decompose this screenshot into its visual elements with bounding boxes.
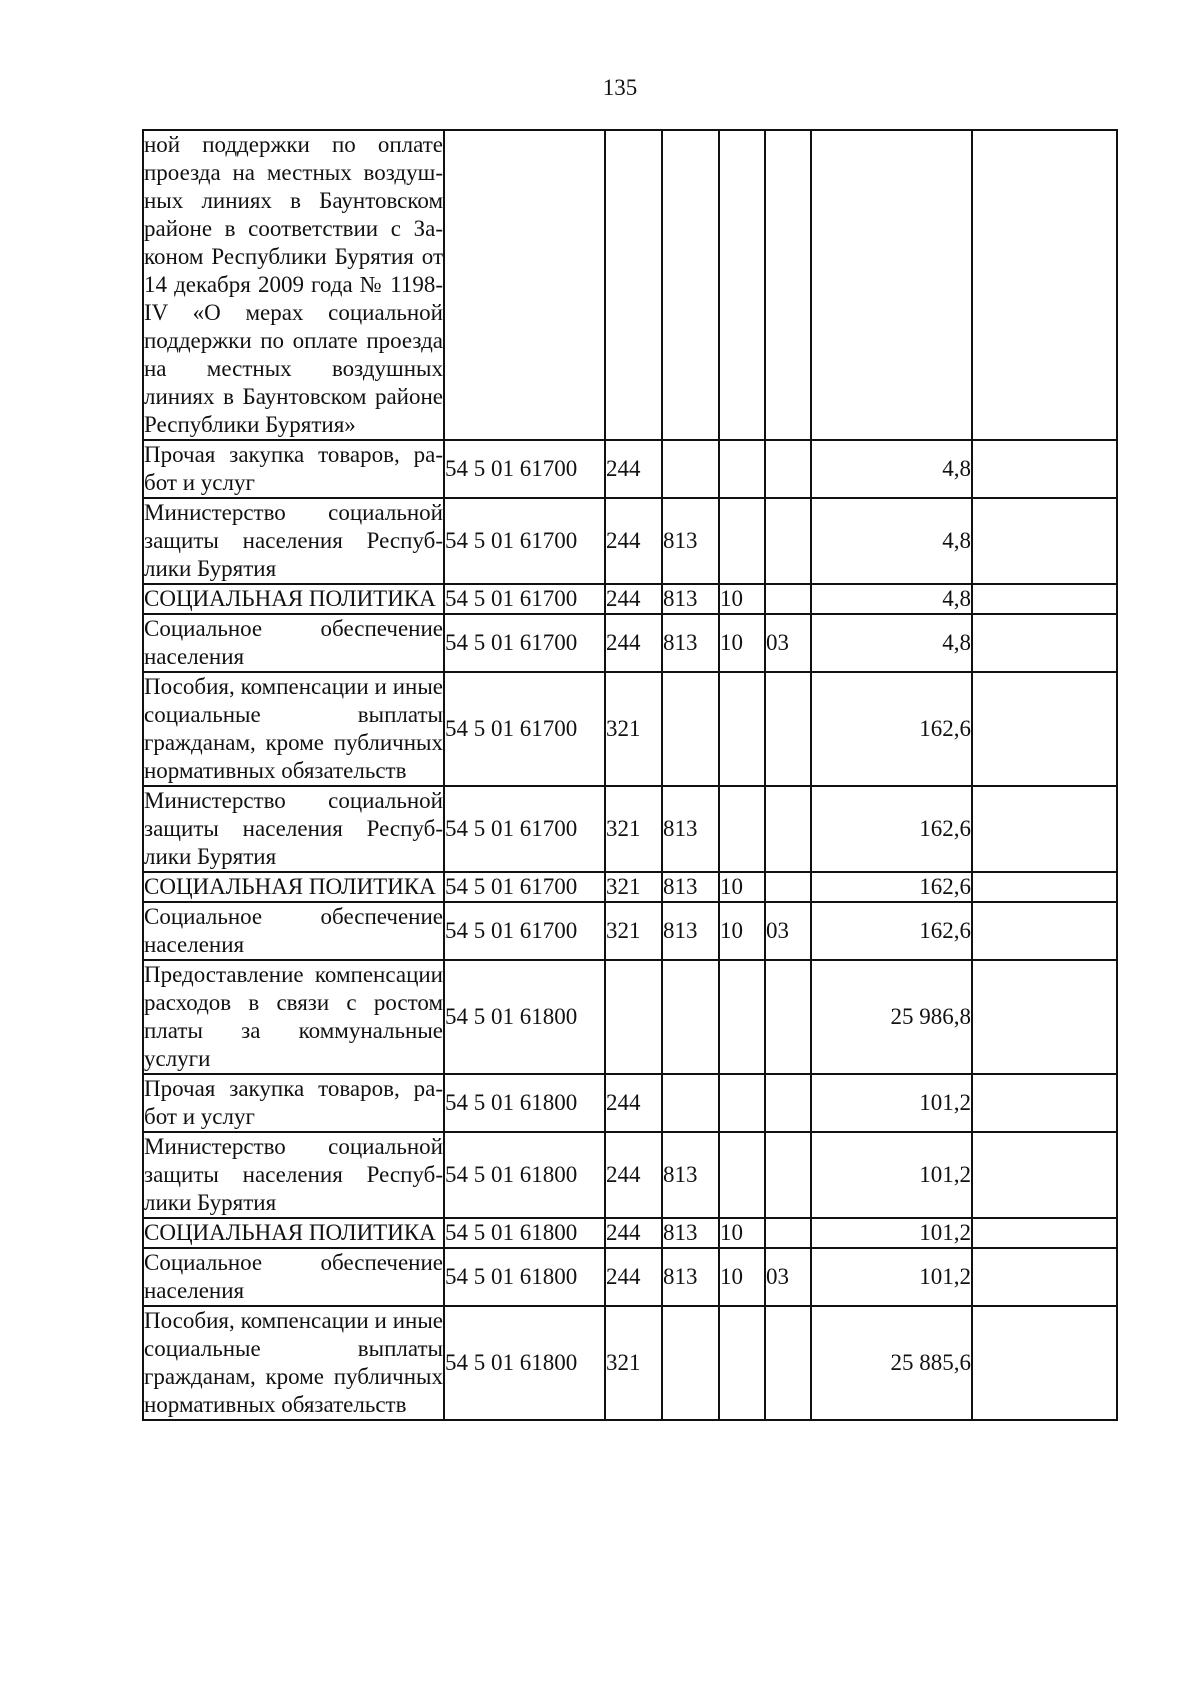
- extra-cell: [972, 1132, 1117, 1218]
- table-row: [143, 440, 1117, 498]
- section-code: [719, 130, 765, 440]
- section-code: [719, 440, 765, 498]
- target-article-code: 54 5 01 61700: [444, 872, 605, 902]
- extra-cell: [972, 1218, 1117, 1248]
- extra-cell: [972, 902, 1117, 960]
- subsection-code: [765, 672, 811, 786]
- administrator-code: [662, 1306, 719, 1420]
- expense-type-code: 321: [605, 1306, 662, 1420]
- amount-value: 25 885,6: [811, 1306, 972, 1420]
- subsection-code: 03: [765, 614, 811, 672]
- extra-cell: [972, 614, 1117, 672]
- administrator-code: 813: [662, 902, 719, 960]
- row-description: Министерство социальной защиты населения Республики Бурятия: [143, 1132, 444, 1218]
- row-description: СОЦИАЛЬНАЯ ПОЛИТИКА: [143, 872, 444, 902]
- row-description: Пособия, компенсации и иные социальные выплаты гражданам, кроме публичных нормативных обязательств: [143, 1306, 444, 1420]
- target-article-code: 54 5 01 61700: [444, 672, 605, 786]
- amount-value: 4,8: [811, 614, 972, 672]
- table-row: [143, 872, 1117, 902]
- amount-value: 162,6: [811, 872, 972, 902]
- table-row: [143, 1218, 1117, 1248]
- expense-type-code: [605, 960, 662, 1074]
- row-description: СОЦИАЛЬНАЯ ПОЛИТИКА: [143, 1218, 444, 1248]
- subsection-code: [765, 1074, 811, 1132]
- expense-type-code: 321: [605, 786, 662, 872]
- row-description: Пособия, компенсации и иные социальные выплаты гражданам, кроме публичных нормативных обязательств: [143, 672, 444, 786]
- table-row: [143, 584, 1117, 614]
- table-row: [143, 672, 1117, 786]
- section-code: 10: [719, 1248, 765, 1306]
- table-row: [143, 614, 1117, 672]
- table-row: [143, 1306, 1117, 1420]
- extra-cell: [972, 498, 1117, 584]
- expense-type-code: 321: [605, 672, 662, 786]
- table-row: [143, 1132, 1117, 1218]
- subsection-code: [765, 584, 811, 614]
- target-article-code: 54 5 01 61800: [444, 1306, 605, 1420]
- expense-type-code: [605, 130, 662, 440]
- amount-value: 162,6: [811, 672, 972, 786]
- row-description: Социальное обеспечение населения: [143, 902, 444, 960]
- extra-cell: [972, 960, 1117, 1074]
- table-row: [143, 130, 1117, 440]
- expense-type-code: 321: [605, 902, 662, 960]
- subsection-code: [765, 130, 811, 440]
- subsection-code: 03: [765, 902, 811, 960]
- administrator-code: 813: [662, 1248, 719, 1306]
- table-row: [143, 1074, 1117, 1132]
- amount-value: 101,2: [811, 1074, 972, 1132]
- section-code: 10: [719, 902, 765, 960]
- extra-cell: [972, 1074, 1117, 1132]
- table-row: [143, 786, 1117, 872]
- target-article-code: 54 5 01 61800: [444, 1248, 605, 1306]
- amount-value: 4,8: [811, 498, 972, 584]
- target-article-code: 54 5 01 61700: [444, 584, 605, 614]
- section-code: [719, 1074, 765, 1132]
- amount-value: 4,8: [811, 584, 972, 614]
- target-article-code: 54 5 01 61800: [444, 1218, 605, 1248]
- amount-value: 101,2: [811, 1132, 972, 1218]
- table-row: [143, 1248, 1117, 1306]
- table-row: [143, 960, 1117, 1074]
- section-code: [719, 672, 765, 786]
- row-description: Социальное обеспечение населения: [143, 614, 444, 672]
- amount-value: 101,2: [811, 1218, 972, 1248]
- section-code: [719, 498, 765, 584]
- target-article-code: 54 5 01 61700: [444, 786, 605, 872]
- expense-type-code: 244: [605, 1132, 662, 1218]
- table-row: [143, 902, 1117, 960]
- subsection-code: [765, 872, 811, 902]
- administrator-code: [662, 960, 719, 1074]
- administrator-code: [662, 440, 719, 498]
- row-description: Министерство социальной защиты населения Республики Бурятия: [143, 786, 444, 872]
- target-article-code: [444, 130, 605, 440]
- extra-cell: [972, 786, 1117, 872]
- table-body: [143, 130, 1117, 1420]
- expense-type-code: 244: [605, 584, 662, 614]
- target-article-code: 54 5 01 61700: [444, 902, 605, 960]
- administrator-code: 813: [662, 872, 719, 902]
- extra-cell: [972, 440, 1117, 498]
- section-code: 10: [719, 1218, 765, 1248]
- administrator-code: 813: [662, 1132, 719, 1218]
- amount-value: 4,8: [811, 440, 972, 498]
- amount-value: 101,2: [811, 1248, 972, 1306]
- section-code: 10: [719, 614, 765, 672]
- subsection-code: [765, 1218, 811, 1248]
- amount-value: [811, 130, 972, 440]
- section-code: [719, 960, 765, 1074]
- section-code: [719, 786, 765, 872]
- subsection-code: [765, 498, 811, 584]
- subsection-code: [765, 440, 811, 498]
- administrator-code: 813: [662, 498, 719, 584]
- extra-cell: [972, 584, 1117, 614]
- administrator-code: [662, 672, 719, 786]
- amount-value: 25 986,8: [811, 960, 972, 1074]
- administrator-code: 813: [662, 614, 719, 672]
- row-description: Предоставление компенсации расходов в связи с ростом платы за коммунальные услуги: [143, 960, 444, 1074]
- row-description: Министерство социальной защиты населения Республики Бурятия: [143, 498, 444, 584]
- subsection-code: [765, 1132, 811, 1218]
- section-code: [719, 1306, 765, 1420]
- extra-cell: [972, 872, 1117, 902]
- row-description: Социальное обеспечение населения: [143, 1248, 444, 1306]
- row-description: ной поддержки по оплате проезда на местных воздушных линиях в Баунтовском районе в соответствии с Законом Республики Бурятия от 14 декабря 2009 года № 1198-IV «О мерах социальной поддержки по оплате проезда на местных воздушных линиях в Баунтовском районе Республики Бурятия»: [143, 130, 444, 440]
- expense-type-code: 244: [605, 1248, 662, 1306]
- section-code: [719, 1132, 765, 1218]
- extra-cell: [972, 1248, 1117, 1306]
- subsection-code: [765, 1306, 811, 1420]
- administrator-code: [662, 130, 719, 440]
- administrator-code: 813: [662, 584, 719, 614]
- page-number: 135: [602, 75, 638, 100]
- extra-cell: [972, 1306, 1117, 1420]
- target-article-code: 54 5 01 61800: [444, 1074, 605, 1132]
- row-description: Прочая закупка товаров, работ и услуг: [143, 1074, 444, 1132]
- administrator-code: [662, 1074, 719, 1132]
- section-code: 10: [719, 584, 765, 614]
- expense-type-code: 321: [605, 872, 662, 902]
- amount-value: 162,6: [811, 786, 972, 872]
- target-article-code: 54 5 01 61700: [444, 440, 605, 498]
- extra-cell: [972, 130, 1117, 440]
- administrator-code: 813: [662, 786, 719, 872]
- section-code: 10: [719, 872, 765, 902]
- row-description: СОЦИАЛЬНАЯ ПОЛИТИКА: [143, 584, 444, 614]
- row-description: Прочая закупка товаров, работ и услуг: [143, 440, 444, 498]
- expense-type-code: 244: [605, 440, 662, 498]
- table-row: [143, 498, 1117, 584]
- expense-type-code: 244: [605, 1074, 662, 1132]
- target-article-code: 54 5 01 61800: [444, 960, 605, 1074]
- budget-table: [142, 129, 1118, 1421]
- target-article-code: 54 5 01 61700: [444, 498, 605, 584]
- subsection-code: [765, 960, 811, 1074]
- expense-type-code: 244: [605, 498, 662, 584]
- target-article-code: 54 5 01 61700: [444, 614, 605, 672]
- target-article-code: 54 5 01 61800: [444, 1132, 605, 1218]
- subsection-code: 03: [765, 1248, 811, 1306]
- extra-cell: [972, 672, 1117, 786]
- subsection-code: [765, 786, 811, 872]
- expense-type-code: 244: [605, 1218, 662, 1248]
- amount-value: 162,6: [811, 902, 972, 960]
- administrator-code: 813: [662, 1218, 719, 1248]
- expense-type-code: 244: [605, 614, 662, 672]
